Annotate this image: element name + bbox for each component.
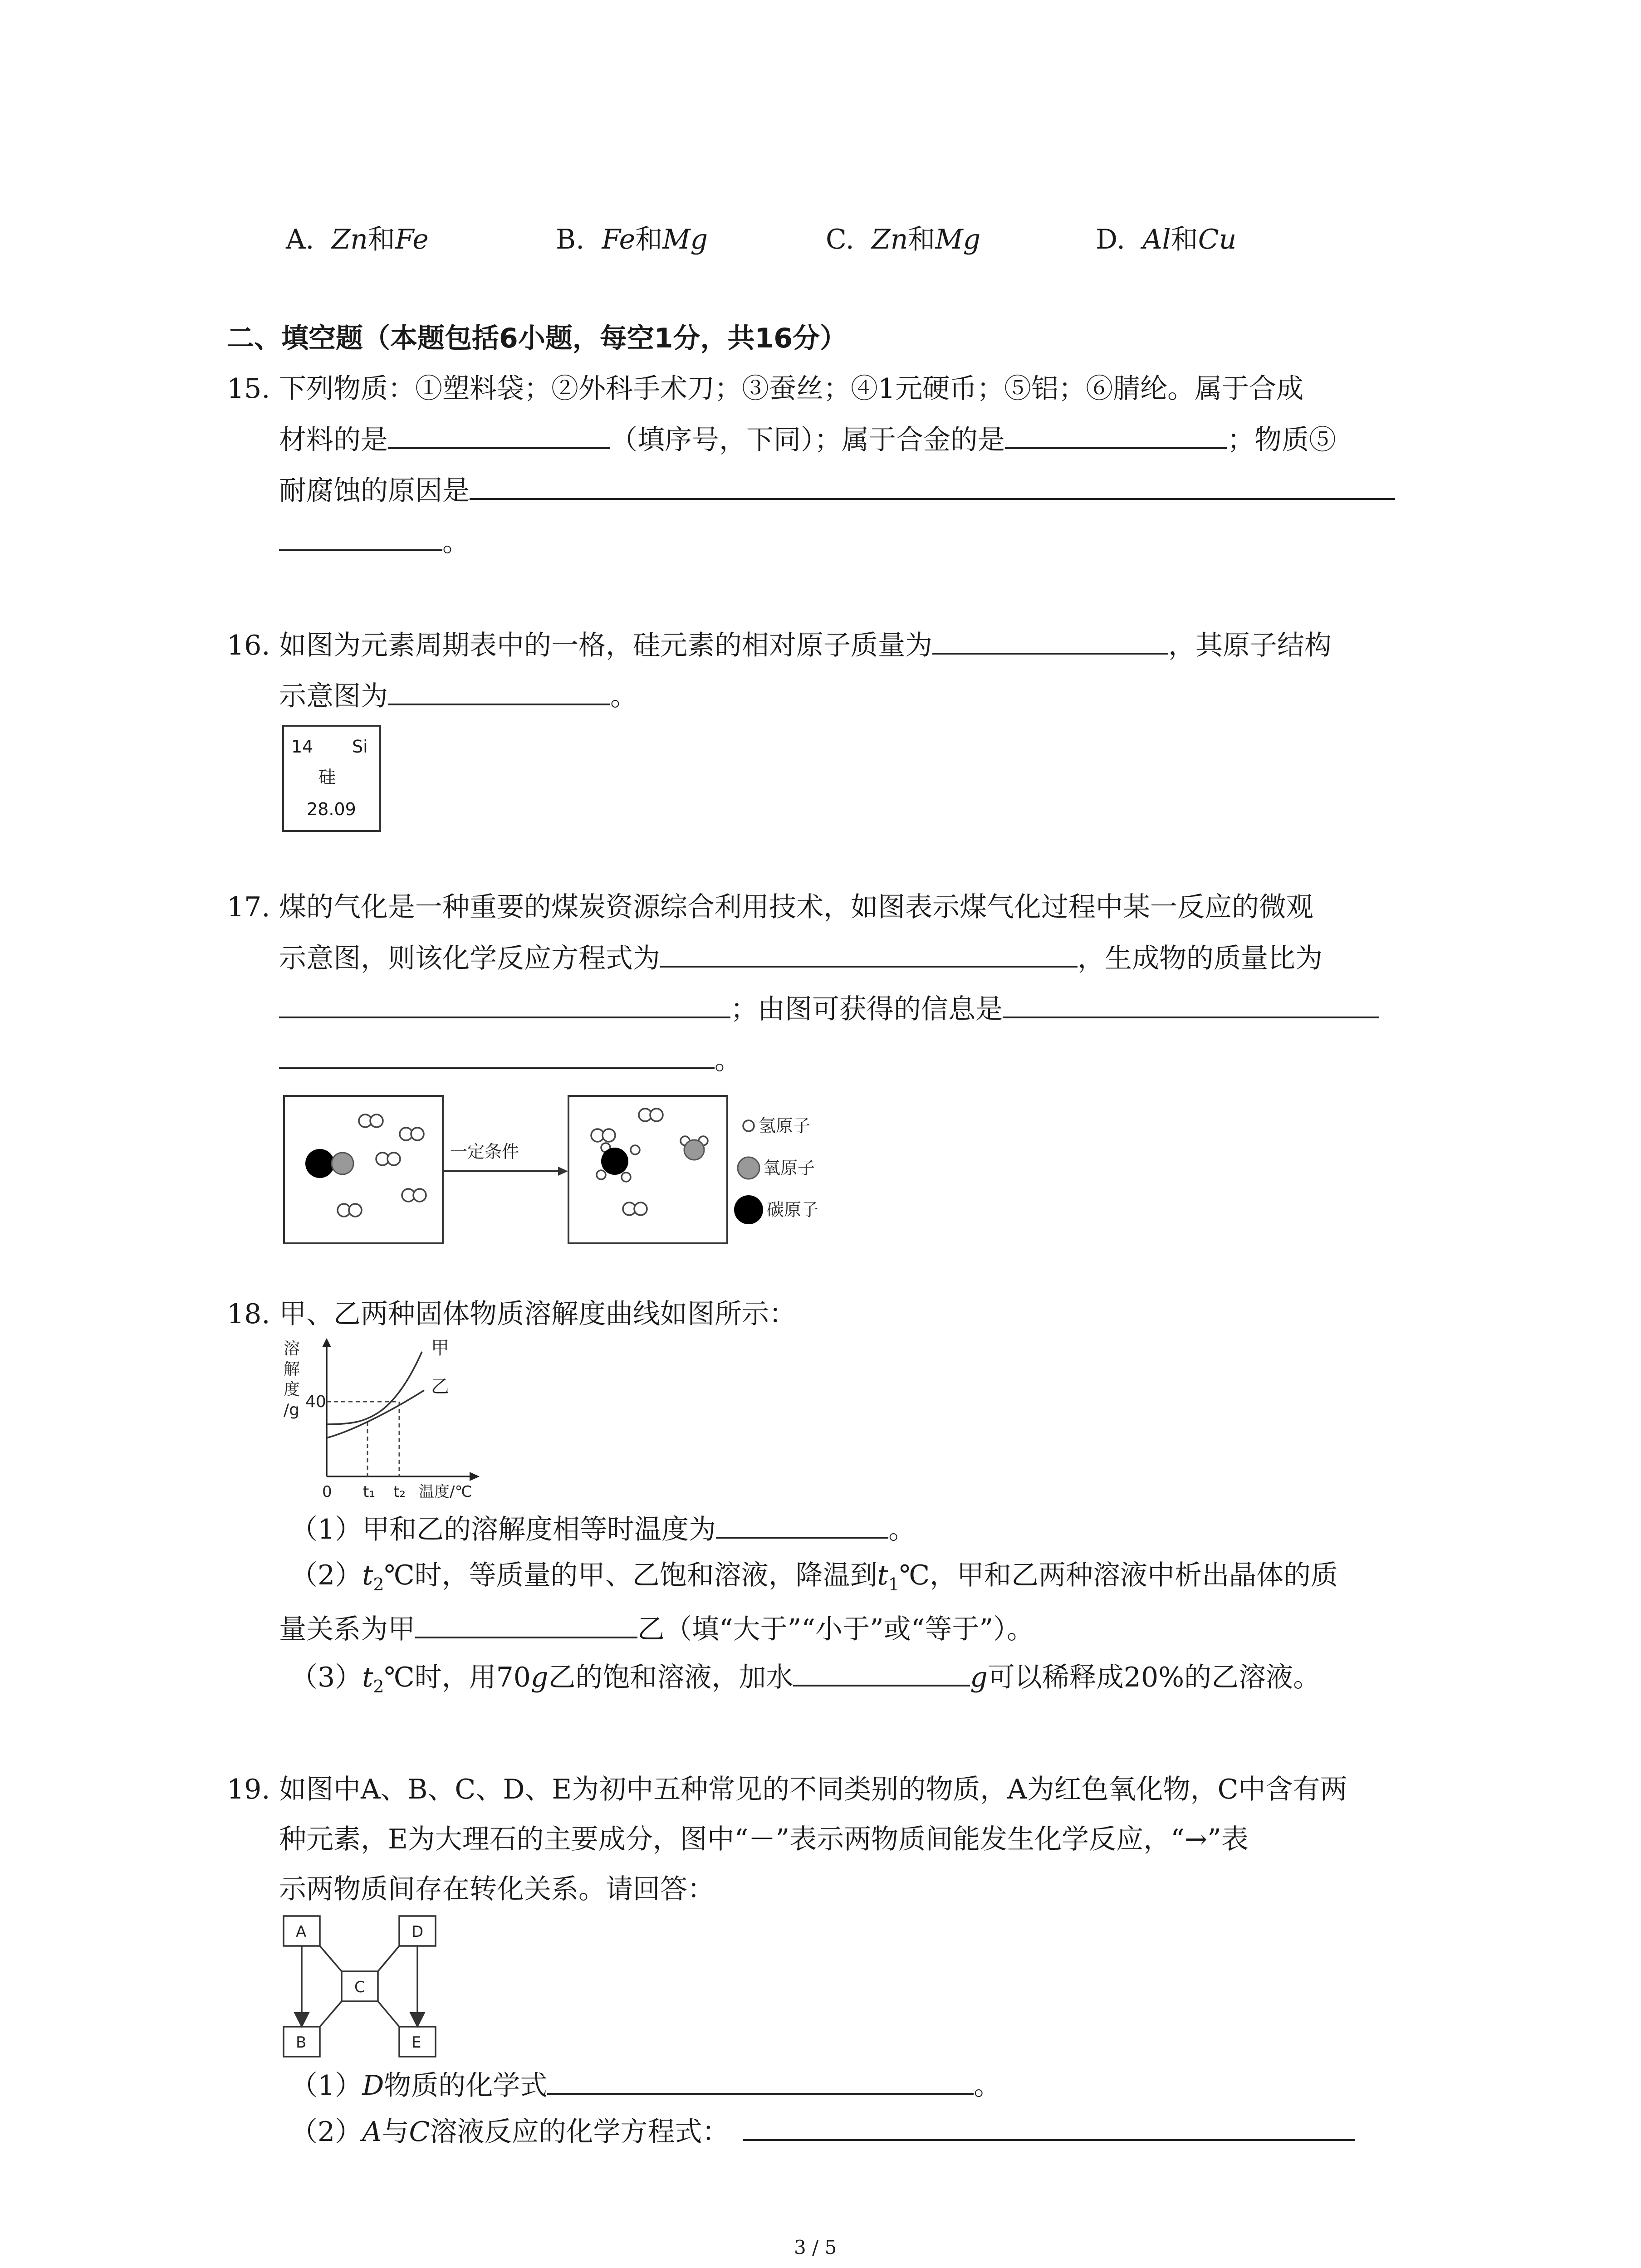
periodic-cell (282, 725, 381, 832)
q17-line3 (279, 989, 1379, 1030)
x-axis-label: 温度/℃ (419, 1483, 472, 1501)
arrow-head (558, 1167, 568, 1176)
legend-oxygen: 氧原子 (763, 1158, 815, 1178)
q16-text: 示意图为 (279, 680, 388, 712)
q19-part1 (290, 2065, 1001, 2106)
q19-number: 19. (227, 1774, 270, 1805)
q18-var: t (362, 1662, 373, 1693)
y-axis-arrow (322, 1338, 331, 1347)
q15-text: ；物质⑤ (1227, 424, 1336, 456)
ylabel-char: 解 (284, 1360, 300, 1378)
q16-text: 。 (610, 680, 637, 712)
carbon-atom (305, 1149, 334, 1178)
q18-line1: 甲、乙两种固体物质溶解度曲线如图所示： (279, 1298, 796, 1330)
q18-blank-temp[interactable] (716, 1510, 888, 1539)
x-axis-arrow (470, 1472, 480, 1481)
solubility-chart (274, 1334, 501, 1501)
q17-text: 示意图，则该化学反应方程式为 (279, 943, 660, 974)
x-tick-0: 0 (322, 1483, 332, 1501)
choice-a (286, 218, 429, 257)
q15-text: 材料的是 (279, 424, 388, 456)
box-b-label: B (296, 2033, 307, 2052)
q16-line1 (279, 625, 1332, 666)
choice-and: 和 (367, 224, 395, 255)
q19-blank-equation[interactable] (743, 2113, 1355, 2141)
q19-text: 与 (382, 2116, 409, 2148)
water-oxygen (684, 1140, 704, 1160)
q18-text: 可以稀释成20%的乙溶液。 (987, 1662, 1321, 1693)
q17-blank-ratio[interactable] (279, 990, 730, 1018)
q19-text: 。 (974, 2070, 1001, 2102)
q15-line3 (279, 470, 1395, 511)
box-a-label: A (296, 1923, 307, 1941)
q15-blank-reason[interactable] (470, 472, 1395, 500)
ylabel-char: 溶 (284, 1339, 300, 1358)
choice-metal: Zn (331, 224, 368, 255)
choice-metal: Cu (1198, 224, 1237, 255)
q19-text: （1） (290, 2070, 362, 2102)
q18-text: 乙（填“大于”“小于”或“等于”）。 (637, 1613, 1034, 1645)
choice-metal: Mg (662, 224, 708, 255)
q19-var: C (409, 2116, 430, 2148)
q19-blank-formula[interactable] (547, 2067, 974, 2095)
x-tick-t2: t₂ (393, 1483, 406, 1501)
choice-letter: D. (1096, 224, 1126, 255)
q15-blank-alloy[interactable] (1005, 421, 1227, 449)
q18-blank-water[interactable] (793, 1658, 970, 1686)
q19-line2: 种元素，E为大理石的主要成分，图中“－”表示两物质间能发生化学反应，“→”表 (279, 1823, 1249, 1855)
choice-letter: B. (556, 224, 585, 255)
q15-blank-synthetic[interactable] (388, 421, 610, 449)
q18-unit: g (970, 1662, 988, 1693)
choice-c (826, 218, 980, 257)
q15-line4 (279, 522, 470, 562)
choice-letter: C. (826, 224, 854, 255)
q18-var: t (362, 1559, 373, 1591)
q15-text: 。 (442, 526, 470, 558)
ylabel-char: 度 (284, 1380, 300, 1399)
curve-jia (327, 1352, 422, 1424)
link-c-e (378, 2001, 399, 2027)
q19-text: 物质的化学式 (384, 2070, 548, 2102)
page-number: 3 / 5 (794, 2236, 837, 2258)
q19-line1: 如图中A、B、C、D、E为初中五种常见的不同类别的物质，A为红色氧化物，C中含有两 (279, 1774, 1347, 1805)
q18-text: 量关系为甲 (279, 1613, 415, 1645)
choice-and: 和 (635, 224, 663, 255)
element-symbol: Si (352, 737, 368, 757)
legend-carbon-marker (734, 1195, 763, 1224)
q19-part2 (290, 2112, 1355, 2152)
relation-diagram (277, 1910, 458, 2068)
box-e-label: E (411, 2033, 421, 2052)
choice-metal: Fe (602, 224, 636, 255)
q18-text: （2） (290, 1559, 362, 1591)
methane-carbon (601, 1148, 628, 1175)
q17-text: ；由图可获得的信息是 (730, 993, 1003, 1025)
q19-text: 溶液反应的化学方程式： (430, 2116, 730, 2148)
q18-text: 。 (888, 1514, 916, 1545)
box-d-label: D (411, 1923, 424, 1941)
q18-part2-line1 (290, 1555, 1338, 1605)
legend-hydrogen: 氢原子 (759, 1116, 811, 1136)
q15-line1: 下列物质：①塑料袋；②外科手术刀；③蚕丝；④1元硬币；⑤铝；⑥腈纶。属于合成 (279, 373, 1304, 405)
q18-var: t (877, 1559, 888, 1591)
q16-text: 如图为元素周期表中的一格，硅元素的相对原子质量为 (279, 630, 932, 661)
q19-var: A (362, 2116, 382, 2148)
choice-d (1096, 218, 1236, 257)
choice-metal: Mg (935, 224, 981, 255)
q18-blank-compare[interactable] (415, 1610, 637, 1638)
choice-and: 和 (908, 224, 936, 255)
q18-text: 乙的饱和溶液，加水 (548, 1662, 794, 1693)
choice-letter: A. (286, 224, 314, 255)
link-a-c (320, 1946, 342, 1971)
q18-text: ℃时，用70 (384, 1662, 531, 1693)
legend-carbon: 碳原子 (767, 1200, 819, 1220)
q16-number: 16. (227, 630, 270, 661)
link-d-c (378, 1946, 399, 1971)
q18-part1 (290, 1509, 916, 1550)
ylabel-char: /g (284, 1401, 299, 1419)
series-jia-label: 甲 (431, 1338, 449, 1359)
q18-sub: 2 (373, 1677, 384, 1696)
q17-blank-info-cont[interactable] (279, 1041, 715, 1069)
q16-blank-structure[interactable] (388, 677, 610, 705)
q17-line1: 煤的气化是一种重要的煤炭资源综合利用技术，如图表示煤气化过程中某一反应的微观 (279, 891, 1313, 923)
q19-line3: 示两物质间存在转化关系。请回答： (279, 1873, 715, 1905)
q17-number: 17. (227, 891, 270, 923)
q17-text: 。 (715, 1044, 742, 1076)
q18-part3 (290, 1657, 1320, 1707)
q17-blank-equation[interactable] (660, 939, 1078, 968)
atomic-mass: 28.09 (307, 799, 356, 819)
q16-text: ，其原子结构 (1168, 630, 1332, 661)
q18-text: （3） (290, 1662, 362, 1693)
legend-oxygen-marker (738, 1157, 759, 1179)
q18-unit: g (530, 1662, 549, 1693)
oxygen-atom (332, 1153, 353, 1174)
section-title: 二、填空题（本题包括6小题，每空1分，共16分） (227, 323, 847, 354)
legend-hydrogen-marker (743, 1120, 754, 1131)
q17-blank-info[interactable] (1003, 990, 1379, 1018)
q16-blank-mass[interactable] (932, 626, 1168, 655)
choice-and: 和 (1171, 224, 1198, 255)
y-tick-40: 40 (305, 1393, 326, 1411)
link-c-b (320, 2001, 342, 2027)
q16-line2 (279, 676, 637, 717)
q15-number: 15. (227, 373, 270, 405)
q18-text: ℃，甲和乙两种溶液中析出晶体的质 (899, 1559, 1338, 1591)
q19-var: D (362, 2070, 384, 2102)
q18-sub: 2 (373, 1574, 384, 1594)
choice-b (556, 218, 708, 257)
arrow-label: 一定条件 (450, 1142, 519, 1162)
atomic-number: 14 (291, 737, 314, 757)
q15-text: （填序号，下同）；属于合金的是 (610, 424, 1005, 456)
box-c-label: C (354, 1978, 365, 1996)
choice-metal: Zn (872, 224, 908, 255)
choice-metal: Fe (395, 224, 429, 255)
x-tick-t1: t₁ (363, 1483, 375, 1501)
q15-line2 (279, 420, 1336, 460)
q18-text: ℃时，等质量的甲、乙饱和溶液，降温到 (384, 1559, 877, 1591)
q17-text: ，生成物的质量比为 (1078, 943, 1323, 974)
choice-metal: Al (1142, 224, 1171, 255)
q15-text: 耐腐蚀的原因是 (279, 475, 470, 507)
q15-blank-reason-cont[interactable] (279, 523, 442, 551)
q17-line2 (279, 938, 1323, 979)
q18-sub: 1 (888, 1574, 899, 1594)
series-yi-label: 乙 (431, 1376, 449, 1397)
q18-part2-line2 (279, 1609, 1034, 1650)
q18-text: （1）甲和乙的溶解度相等时温度为 (290, 1514, 716, 1545)
q17-line4 (279, 1040, 742, 1080)
reaction-diagram (277, 1089, 839, 1252)
q18-number: 18. (227, 1298, 270, 1330)
q19-text: （2） (290, 2116, 362, 2148)
element-name: 硅 (318, 767, 336, 787)
